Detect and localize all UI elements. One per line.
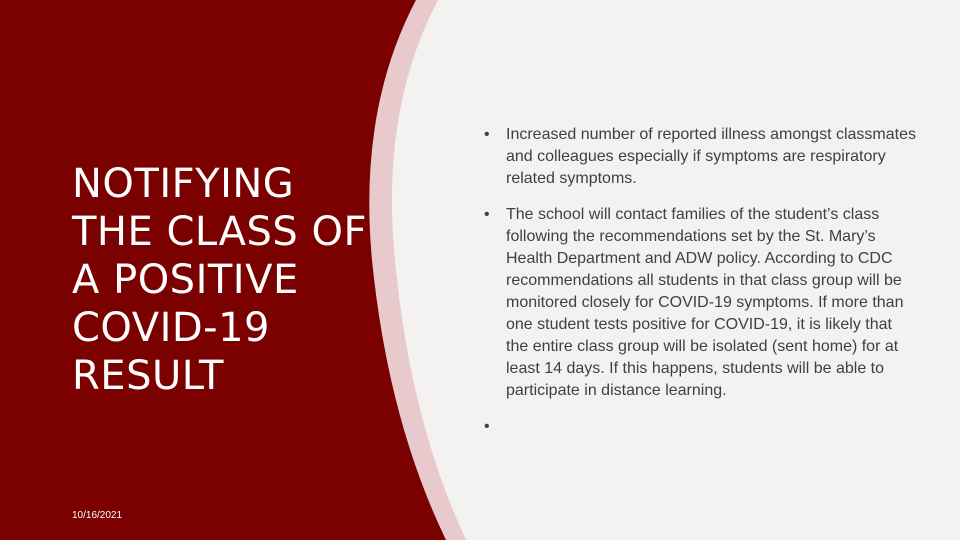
bullet-item-empty	[478, 416, 918, 438]
slide-title: NOTIFYING THE CLASS OF A POSITIVE COVID-19 RESULT	[72, 161, 367, 399]
slide-date: 10/16/2021	[72, 510, 123, 521]
bullet-list	[478, 124, 918, 452]
bullet-item: • Increased number of reported illness amongst classmates and colleagues especially if symptoms are respiratory related symptoms.	[478, 124, 918, 190]
bullet-item: • The school will contact families of the student’s class following the recommendations set by the St. Mary’s Health Department and ADW policy. According to CDC recommendations all students in that class group will be monitored closely for COVID-19 symptoms. If more than one student tests positive for COVID-19, it is likely that the entire class group will be isolated (sent home) for at least 14 days. If this happens, students will be able to participate in distance learning.	[478, 204, 918, 402]
